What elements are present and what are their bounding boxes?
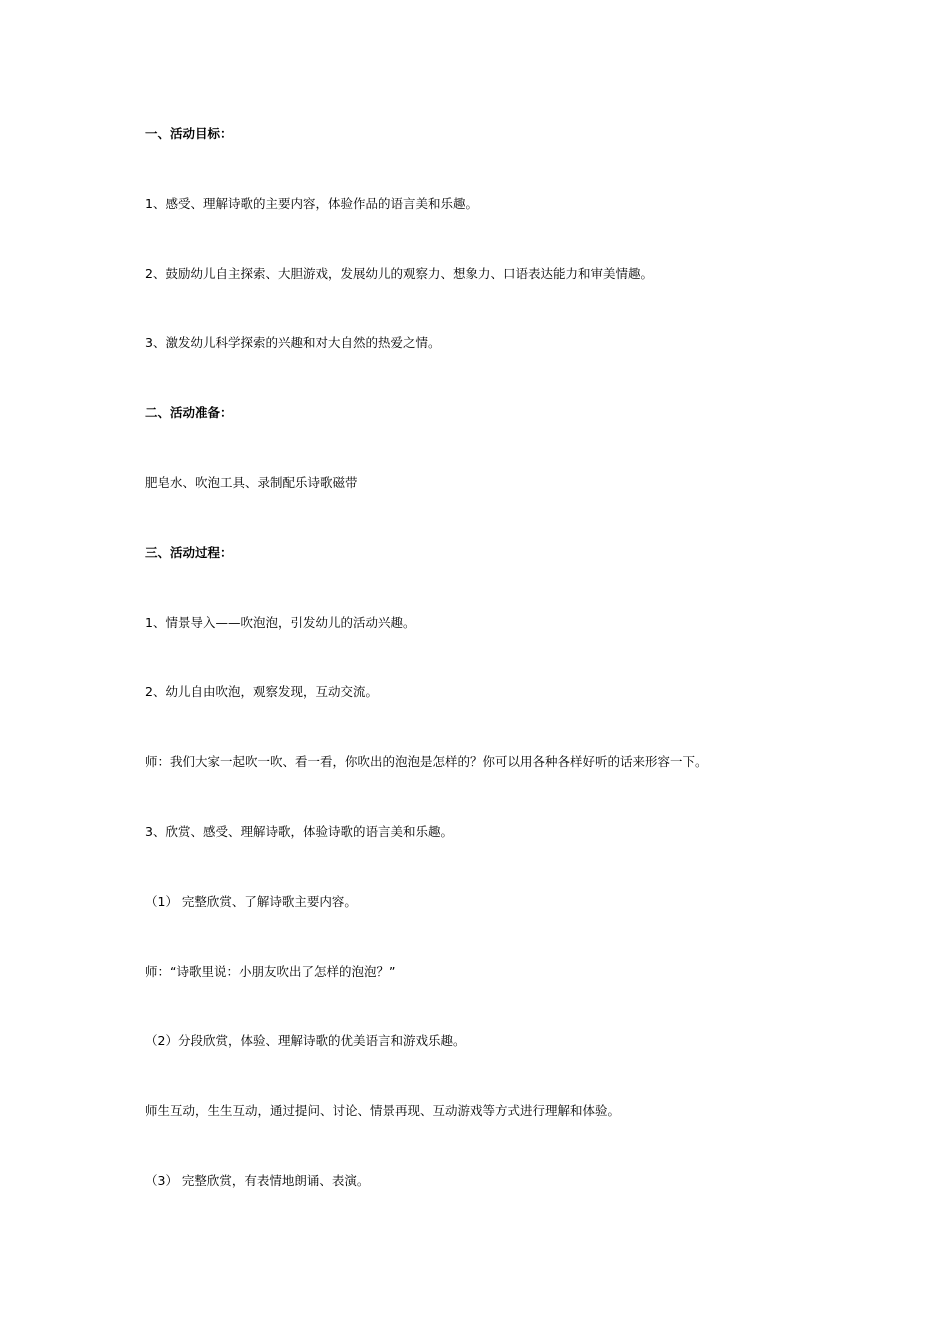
paragraph-teacher-prompt-1: 师：我们大家一起吹一吹、看一看，你吹出的泡泡是怎样的？你可以用各种各样好听的话来形容一下。: [145, 754, 708, 769]
paragraph-interaction: 师生互动，生生互动，通过提问、讨论、情景再现、互动游戏等方式进行理解和体验。: [145, 1103, 621, 1118]
section-heading-process: 三、活动过程：: [145, 545, 233, 560]
paragraph-teacher-prompt-2: 师：“诗歌里说：小朋友吹出了怎样的泡泡？”: [145, 964, 396, 979]
paragraph-process-1: 1、情景导入——吹泡泡，引发幼儿的活动兴趣。: [145, 615, 416, 630]
paragraph-substep-1: （1） 完整欣赏、了解诗歌主要内容。: [145, 894, 357, 909]
paragraph-substep-2: （2）分段欣赏，体验、理解诗歌的优美语言和游戏乐趣。: [145, 1033, 466, 1048]
section-heading-objectives: 一、活动目标：: [145, 126, 233, 141]
paragraph-process-3: 3、欣赏、感受、理解诗歌，体验诗歌的语言美和乐趣。: [145, 824, 453, 839]
paragraph-preparation: 肥皂水、吹泡工具、录制配乐诗歌磁带: [145, 475, 358, 490]
paragraph-process-2: 2、幼儿自由吹泡，观察发现，互动交流。: [145, 684, 378, 699]
section-heading-preparation: 二、活动准备：: [145, 405, 233, 420]
paragraph-substep-3: （3） 完整欣赏，有表情地朗诵、表演。: [145, 1173, 370, 1188]
paragraph-objective-3: 3、激发幼儿科学探索的兴趣和对大自然的热爱之情。: [145, 335, 441, 350]
paragraph-objective-1: 1、感受、理解诗歌的主要内容，体验作品的语言美和乐趣。: [145, 196, 478, 211]
paragraph-objective-2: 2、鼓励幼儿自主探索、大胆游戏，发展幼儿的观察力、想象力、口语表达能力和审美情趣。: [145, 266, 653, 281]
